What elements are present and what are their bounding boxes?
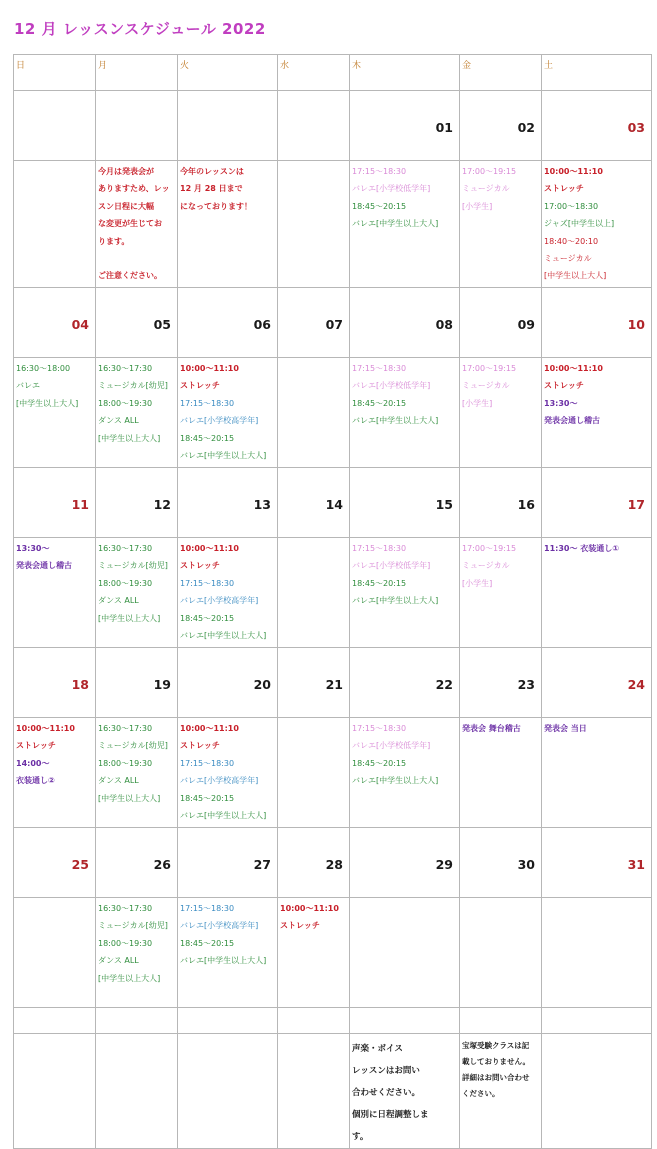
week-5-content-row (14, 898, 652, 1008)
schedule-line: [中学生以上大人] (98, 793, 161, 803)
schedule-line: 12 月 28 日まで (180, 184, 243, 194)
date-number: 16 (460, 468, 542, 538)
schedule-line: 17:00～19:15 (462, 364, 517, 373)
date-number: 11 (14, 468, 96, 538)
schedule-line: [中学生以上大人] (544, 271, 607, 281)
date-number: 17 (542, 468, 652, 538)
schedule-line: ダンス ALL (98, 956, 139, 966)
date-number: 31 (542, 828, 652, 898)
note-line: 声楽・ボイス (352, 1044, 403, 1054)
note-line: 個別に日程調整しま (352, 1110, 429, 1120)
schedule-line: 16:30～17:30 (98, 364, 153, 373)
day-cell-fri (460, 161, 542, 288)
date-number: 02 (460, 91, 542, 161)
spacer-row (14, 1008, 652, 1034)
day-cell-wed (278, 898, 350, 1008)
schedule-line: 衣装通し② (16, 776, 55, 786)
note-line: レッスンはお問い (352, 1066, 420, 1076)
schedule-line: 18:00～19:30 (98, 398, 153, 408)
schedule-line: ストレッチ (280, 921, 320, 931)
week-4-content-row (14, 718, 652, 828)
schedule-line: 16:30～17:30 (98, 544, 153, 553)
note-line: す。 (352, 1132, 369, 1142)
day-cell-wed (278, 538, 350, 648)
schedule-line: バレエ[中学生以上大人] (180, 631, 267, 641)
schedule-line: 17:15～18:30 (352, 364, 407, 373)
schedule-line: [小学生] (462, 578, 493, 588)
schedule-line: 10:00～11:10 (544, 167, 603, 176)
date-number (96, 91, 178, 161)
schedule-line: 17:15～18:30 (180, 398, 235, 408)
schedule-line: 18:45～20:15 (352, 578, 407, 588)
schedule-line: ダンス ALL (98, 596, 139, 606)
schedule-line: ミュージカル[幼児] (98, 561, 168, 571)
schedule-line: ります。 (98, 236, 130, 246)
empty-cell (14, 1034, 96, 1149)
date-number: 30 (460, 828, 542, 898)
date-number: 04 (14, 288, 96, 358)
day-cell-sat (542, 718, 652, 828)
day-cell-sat (542, 161, 652, 288)
weekday-header-fri: 金 (460, 55, 542, 91)
schedule-line: 18:45～20:15 (352, 398, 407, 408)
day-cell-sun (14, 161, 96, 288)
day-cell-thu (350, 358, 460, 468)
schedule-line: バレエ[小学校低学年] (352, 381, 431, 391)
date-number: 14 (278, 468, 350, 538)
empty-cell (460, 1008, 542, 1034)
schedule-line: 10:00～11:10 (180, 724, 239, 733)
schedule-line: 発表会 当日 (544, 724, 587, 733)
schedule-line: ありますため、レッ (98, 184, 170, 194)
week-2-date-row (14, 288, 652, 358)
weekday-header-thu: 木 (350, 55, 460, 91)
schedule-line: 18:45～20:15 (352, 758, 407, 768)
schedule-line: 10:00～11:10 (180, 364, 239, 373)
schedule-line: ストレッチ (544, 184, 584, 194)
date-number: 07 (278, 288, 350, 358)
schedule-line: 今月は発表会が (98, 167, 154, 176)
week-5-date-row (14, 828, 652, 898)
schedule-line: 17:00～18:30 (544, 201, 599, 211)
schedule-line: 17:15～18:30 (352, 724, 407, 733)
schedule-line: 17:00～19:15 (462, 167, 517, 176)
schedule-line (98, 250, 176, 267)
day-cell-thu (350, 538, 460, 648)
schedule-line: 13:30～ (16, 544, 50, 553)
date-number: 24 (542, 648, 652, 718)
date-number: 27 (178, 828, 278, 898)
weekday-header-sun: 日 (14, 55, 96, 91)
schedule-line: スン日程に大幅 (98, 201, 154, 211)
week-4-date-row (14, 648, 652, 718)
date-number: 10 (542, 288, 652, 358)
schedule-line: バレエ[中学生以上大人] (352, 219, 439, 229)
note-line: 合わせください。 (352, 1088, 421, 1098)
schedule-line: バレエ[中学生以上大人] (180, 811, 267, 821)
schedule-line: バレエ[中学生以上大人] (352, 776, 439, 786)
day-cell-sat (542, 538, 652, 648)
schedule-line: になっております！ (180, 201, 252, 211)
schedule-line: 10:00～11:10 (180, 544, 239, 553)
schedule-line: ダンス ALL (98, 416, 139, 426)
schedule-line: 18:00～19:30 (98, 758, 153, 768)
day-cell-tue (178, 898, 278, 1008)
empty-cell (350, 1008, 460, 1034)
schedule-line: 18:45～20:15 (180, 433, 235, 443)
note-line: ください。 (462, 1089, 500, 1098)
note-line: 詳細はお問い合わせ (462, 1073, 530, 1082)
weekday-header-sat: 土 (542, 55, 652, 91)
schedule-line: ミュージカル (462, 381, 510, 391)
weekday-header-mon: 月 (96, 55, 178, 91)
date-number: 20 (178, 648, 278, 718)
schedule-line: バレエ[小学校低学年] (352, 741, 431, 751)
schedule-line: 17:15～18:30 (352, 544, 407, 553)
page-title: 12 月 レッスンスケジュール 2022 (14, 20, 266, 38)
day-cell-sun (14, 358, 96, 468)
schedule-line: 13:30～ (544, 398, 578, 408)
schedule-line: ダンス ALL (98, 776, 139, 786)
notes-row (14, 1034, 652, 1149)
schedule-line: 10:00～11:10 (544, 364, 603, 373)
schedule-line: 17:15～18:30 (352, 167, 407, 176)
schedule-line: 18:45～20:15 (352, 201, 407, 211)
date-number: 01 (350, 91, 460, 161)
week-1-date-row (14, 91, 652, 161)
date-number: 28 (278, 828, 350, 898)
weekday-header-tue: 火 (178, 55, 278, 91)
empty-cell (14, 1008, 96, 1034)
day-cell-fri (460, 898, 542, 1008)
schedule-line: [中学生以上大人] (16, 398, 79, 408)
day-cell-wed (278, 161, 350, 288)
weekday-header-wed: 水 (278, 55, 350, 91)
calendar-table (13, 54, 652, 1149)
schedule-line: ミュージカル[幼児] (98, 921, 168, 931)
note-line: 載しておりません。 (462, 1057, 530, 1066)
date-number: 08 (350, 288, 460, 358)
week-1-content-row (14, 161, 652, 288)
schedule-line: ストレッチ (180, 381, 220, 391)
schedule-line: バレエ[小学校高学年] (180, 416, 259, 426)
schedule-line: 17:00～19:15 (462, 544, 517, 553)
day-cell-thu (350, 898, 460, 1008)
schedule-line: バレエ[小学校高学年] (180, 596, 259, 606)
schedule-line: 18:45～20:15 (180, 793, 235, 803)
date-number: 09 (460, 288, 542, 358)
date-number (14, 91, 96, 161)
schedule-line: バレエ[中学生以上大人] (352, 416, 439, 426)
empty-cell (178, 1034, 278, 1149)
schedule-line: ご注意ください。 (98, 271, 162, 281)
date-number: 15 (350, 468, 460, 538)
day-cell-mon (96, 538, 178, 648)
day-cell-thu (350, 718, 460, 828)
note-line: 宝塚受験クラスは記 (462, 1041, 530, 1050)
schedule-line: 17:15～18:30 (180, 758, 235, 768)
schedule-line: 17:15～18:30 (180, 904, 235, 913)
schedule-line: 11:30～ 衣装通し① (544, 544, 620, 553)
date-number: 06 (178, 288, 278, 358)
schedule-line: 10:00～11:10 (16, 724, 75, 733)
schedule-line: バレエ[小学校高学年] (180, 776, 259, 786)
schedule-line: バレエ[小学校低学年] (352, 184, 431, 194)
date-number: 19 (96, 648, 178, 718)
day-cell-thu (350, 161, 460, 288)
day-cell-fri (460, 718, 542, 828)
schedule-line: バレエ[中学生以上大人] (180, 956, 267, 966)
schedule-line: 発表会通し稽古 (544, 416, 600, 426)
schedule-line: 16:30～18:00 (16, 364, 71, 373)
day-cell-mon (96, 718, 178, 828)
week-3-content-row (14, 538, 652, 648)
date-number: 26 (96, 828, 178, 898)
schedule-line: ミュージカル[幼児] (98, 741, 168, 751)
day-cell-sat (542, 358, 652, 468)
schedule-line: 16:30～17:30 (98, 904, 153, 913)
day-cell-sat (542, 898, 652, 1008)
schedule-line: 18:45～20:15 (180, 938, 235, 948)
empty-cell (96, 1034, 178, 1149)
day-cell-sun (14, 898, 96, 1008)
date-number: 18 (14, 648, 96, 718)
date-number: 21 (278, 648, 350, 718)
schedule-line: [小学生] (462, 201, 493, 211)
schedule-line: 14:00～ (16, 758, 50, 768)
empty-cell (542, 1034, 652, 1149)
schedule-line: 10:00～11:10 (280, 904, 339, 913)
schedule-line: ミュージカル (544, 254, 592, 264)
date-number (278, 91, 350, 161)
schedule-line: 16:30～17:30 (98, 724, 153, 733)
schedule-line: 発表会 舞台稽古 (462, 724, 521, 733)
schedule-line: な変更が生じてお (98, 219, 162, 229)
schedule-line: バレエ[中学生以上大人] (180, 451, 267, 461)
week-3-date-row (14, 468, 652, 538)
day-cell-fri (460, 358, 542, 468)
schedule-line: ストレッチ (16, 741, 56, 751)
date-number: 03 (542, 91, 652, 161)
schedule-line: 18:00～19:30 (98, 938, 153, 948)
takarazuka-class-note (460, 1034, 542, 1149)
empty-cell (278, 1034, 350, 1149)
day-cell-sun (14, 538, 96, 648)
date-number (178, 91, 278, 161)
day-cell-tue (178, 718, 278, 828)
date-number: 25 (14, 828, 96, 898)
day-cell-tue (178, 538, 278, 648)
empty-cell (542, 1008, 652, 1034)
schedule-line: バレエ[中学生以上大人] (352, 596, 439, 606)
schedule-line: ミュージカル (462, 561, 510, 571)
day-cell-tue (178, 161, 278, 288)
date-number: 05 (96, 288, 178, 358)
schedule-line: ミュージカル[幼児] (98, 381, 168, 391)
empty-cell (278, 1008, 350, 1034)
schedule-line: ストレッチ (544, 381, 584, 391)
schedule-line: バレエ[小学校高学年] (180, 921, 259, 931)
week-2-content-row (14, 358, 652, 468)
date-number: 12 (96, 468, 178, 538)
schedule-line: [小学生] (462, 398, 493, 408)
schedule-line: バレエ[小学校低学年] (352, 561, 431, 571)
schedule-line: 今年のレッスンは (180, 167, 244, 176)
empty-cell (96, 1008, 178, 1034)
schedule-line: 発表会通し稽古 (16, 561, 72, 571)
day-cell-mon (96, 358, 178, 468)
day-cell-wed (278, 718, 350, 828)
date-number: 22 (350, 648, 460, 718)
schedule-line: 18:00～19:30 (98, 578, 153, 588)
schedule-line: 18:45～20:15 (180, 613, 235, 623)
schedule-line: ジャズ[中学生以上] (544, 219, 615, 229)
schedule-line: 17:15～18:30 (180, 578, 235, 588)
schedule-line: ストレッチ (180, 561, 220, 571)
date-number: 29 (350, 828, 460, 898)
voice-lesson-note (350, 1034, 460, 1149)
schedule-line: ミュージカル (462, 184, 510, 194)
day-cell-wed (278, 358, 350, 468)
schedule-line: 18:40～20:10 (544, 236, 599, 246)
day-cell-mon (96, 161, 178, 288)
day-cell-tue (178, 358, 278, 468)
day-cell-sun (14, 718, 96, 828)
schedule-line: [中学生以上大人] (98, 613, 161, 623)
day-cell-fri (460, 538, 542, 648)
date-number: 13 (178, 468, 278, 538)
schedule-line: [中学生以上大人] (98, 433, 161, 443)
schedule-line: [中学生以上大人] (98, 973, 161, 983)
schedule-line: ストレッチ (180, 741, 220, 751)
date-number: 23 (460, 648, 542, 718)
day-cell-mon (96, 898, 178, 1008)
schedule-line: バレエ (16, 381, 40, 391)
empty-cell (178, 1008, 278, 1034)
